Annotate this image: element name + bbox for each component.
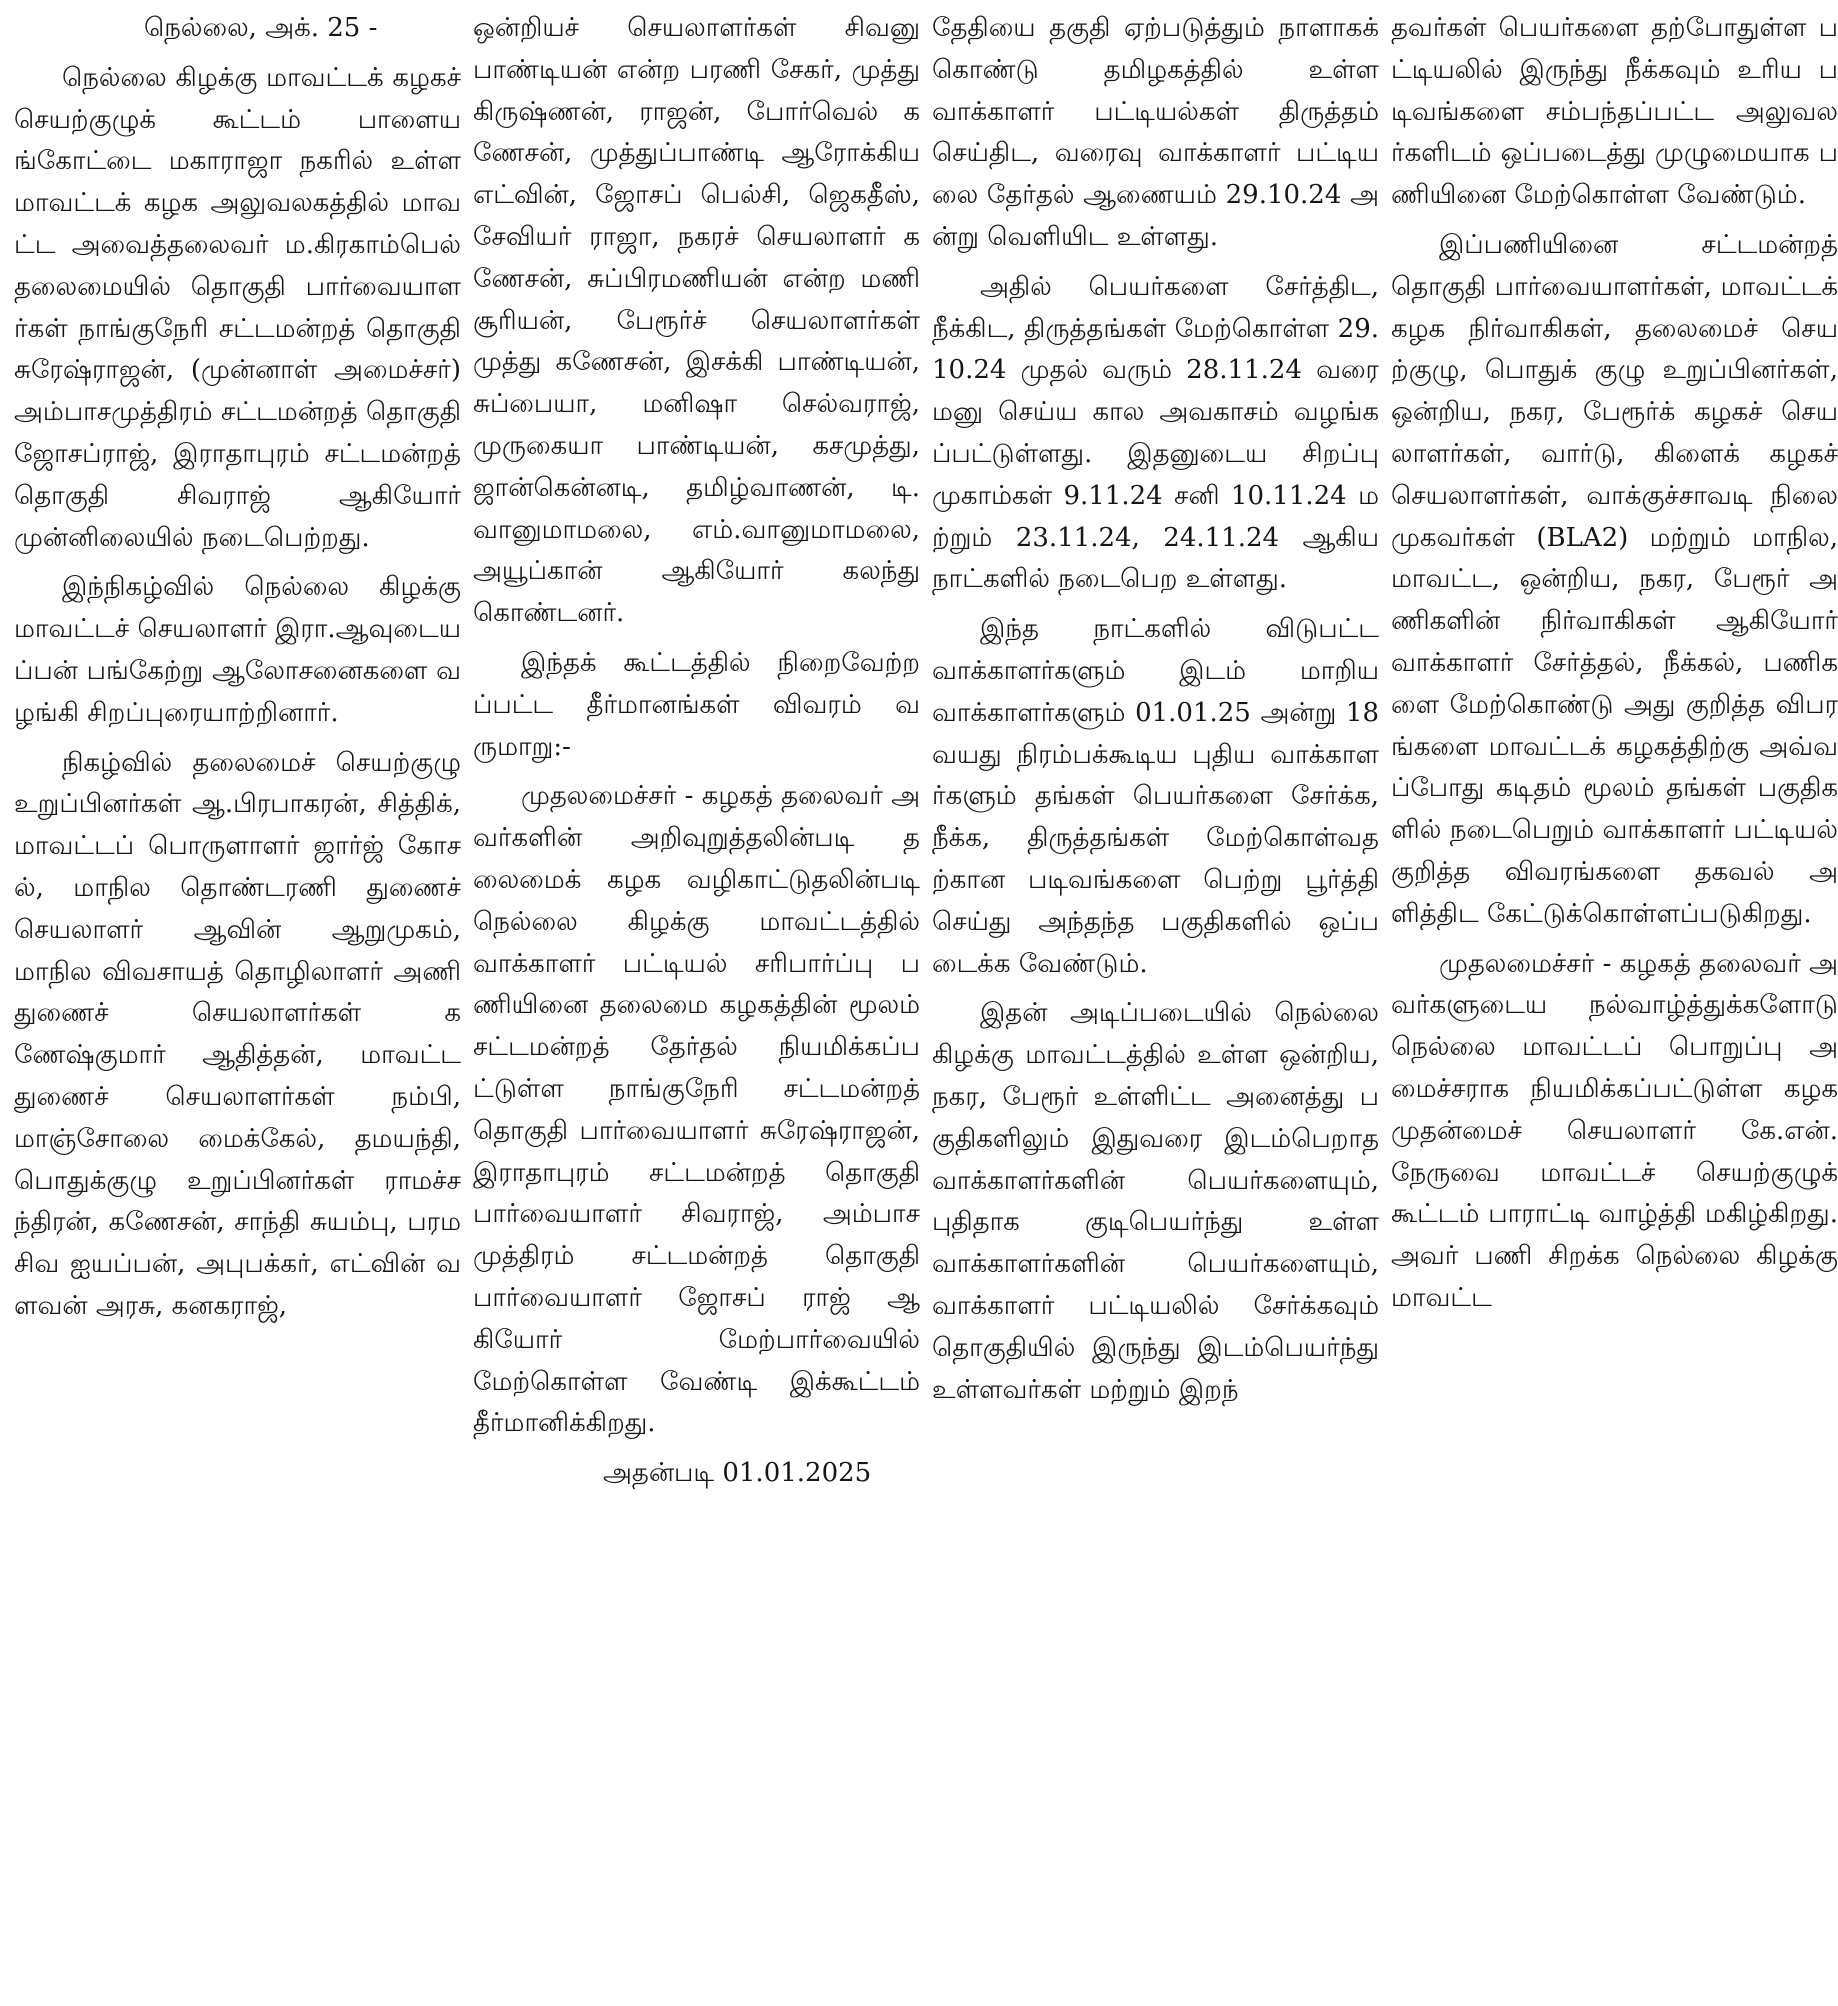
article-paragraph: இந்தக் கூட்டத்தில் நிறைவேற்றப்பட்ட தீர்மானங்கள் விவரம் வருமாறு:- bbox=[473, 647, 920, 762]
article-paragraph: இப்பணியினை சட்டமன்றத் தொகுதி பார்வையாளர்கள், மாவட்டக் கழக நிர்வாகிகள், தலைமைச் செயற்குழு, பொதுக் குழு உறுப்பினர்கள், ஒன்றிய, நகர, பேரூர்க் கழகச் செயலாளர்கள், வார்டு, கிளைக் கழகச் செயலாளர்கள், வாக்குச்சாவடி நிலை முகவர்கள் (BLA2) மற்றும் மாநில, மாவட்ட, ஒன்றிய, நகர, பேரூர் அணிகளின் நிர்வாகிகள் ஆகியோர் வாக்காளர் சேர்த்தல், நீக்கல், பணிகளை மேற்கொண்டு அது குறித்த விபரங்களை மாவட்டக் கழகத்திற்கு அவ்வப்போது கடிதம் மூலம் தங்கள் பகுதிகளில் நடைபெறும் வாக்காளர் பட்டியல் குறித்த விவரங்களை தகவல் அளித்திட கேட்டுக்கொள்ளப்படுகிறது. bbox=[1391, 229, 1838, 929]
article-column-4 bbox=[1385, 8, 1838, 2006]
article-paragraph: தவர்கள் பெயர்களை தற்போதுள்ள பட்டியலில் இருந்து நீக்கவும் உரிய படிவங்களை சம்பந்தப்பட்ட அலுவலர்களிடம் ஒப்படைத்து முழுமையாக பணியினை மேற்கொள்ள வேண்டும். bbox=[1391, 13, 1838, 211]
article-paragraph: அதில் பெயர்களை சேர்த்திட, நீக்கிட, திருத்தங்கள் மேற்கொள்ள 29.10.24 முதல் வரும் 28.11.24 வரை மனு செய்ய கால அவகாசம் வழங்கப்பட்டுள்ளது. இதனுடைய சிறப்பு முகாம்கள் 9.11.24 சனி 10.11.24 மற்றும் 23.11.24, 24.11.24 ஆகிய நாட்களில் நடைபெற உள்ளது. bbox=[932, 271, 1379, 595]
article-paragraph: அதன்படி 01.01.2025 bbox=[603, 1458, 872, 1489]
article-paragraph: இதன் அடிப்படையில் நெல்லை கிழக்கு மாவட்டத்தில் உள்ள ஒன்றிய, நகர, பேரூர் உள்ளிட்ட அனைத்து பகுதிகளிலும் இதுவரை இடம்பெறாத வாக்காளர்களின் பெயர்களையும், புதிதாக குடிபெயர்ந்து உள்ள வாக்காளர்களின் பெயர்களையும், வாக்காளர் பட்டியலில் சேர்க்கவும் தொகுதியில் இருந்து இடம்பெயர்ந்து உள்ளவர்கள் மற்றும் இறந் bbox=[932, 998, 1379, 1405]
article-column-3 bbox=[926, 8, 1385, 2006]
article-column-2 bbox=[467, 8, 926, 2006]
article-paragraph: ஒன்றியச் செயலாளர்கள் சிவனு பாண்டியன் என்ற பரணி சேகர், முத்து கிருஷ்ணன், ராஜன், போர்வெல் கணேசன், முத்துப்பாண்டி ஆரோக்கிய எட்வின், ஜோசப் பெல்சி, ஜெகதீஸ், சேவியர் ராஜா, நகரச் செயலாளர் கணேசன், சுப்பிரமணியன் என்ற மணி சூரியன், பேரூர்ச் செயலாளர்கள் முத்து கணேசன், இசக்கி பாண்டியன், சுப்பையா, மனிஷா செல்வராஜ், முருகையா பாண்டியன், கசமுத்து, ஜான்கென்னடி, தமிழ்வாணன், டி.வானுமாமலை, எம்.வானுமாமலை, அயூப்கான் ஆகியோர் கலந்து கொண்டனர். bbox=[473, 13, 920, 629]
article-paragraph: இந்த நாட்களில் விடுபட்ட வாக்காளர்களும் இடம் மாறிய வாக்காளர்களும் 01.01.25 அன்று 18 வயது நிரம்பக்கூடிய புதிய வாக்காளர்களும் தங்கள் பெயர்களை சேர்க்க, நீக்க, திருத்தங்கள் மேற்கொள்வதற்கான படிவங்களை பெற்று பூர்த்தி செய்து அந்தந்த பகுதிகளில் ஒப்படைக்க வேண்டும். bbox=[932, 614, 1379, 979]
article-paragraph: முதலமைச்சர் - கழகத் தலைவர் அவர்களுடைய நல்வாழ்த்துக்களோடு நெல்லை மாவட்டப் பொறுப்பு அமைச்சராக நியமிக்கப்பட்டுள்ள கழக முதன்மைச் செயலாளர் கே.என்.நேருவை மாவட்டச் செயற்குழுக் கூட்டம் பாராட்டி வாழ்த்தி மகிழ்கிறது. அவர் பணி சிறக்க நெல்லை கிழக்கு மாவட்ட bbox=[1391, 948, 1838, 1313]
article-paragraph: தேதியை தகுதி ஏற்படுத்தும் நாளாகக் கொண்டு தமிழகத்தில் உள்ள வாக்காளர் பட்டியல்கள் திருத்தம் செய்திட, வரைவு வாக்காளர் பட்டியலை தேர்தல் ஆணையம் 29.10.24 அன்று வெளியிட உள்ளது. bbox=[932, 13, 1379, 252]
article-paragraph: நெல்லை கிழக்கு மாவட்டக் கழகச் செயற்குழுக் கூட்டம் பாளையங்கோட்டை மகாராஜா நகரில் உள்ள மாவட்டக் கழக அலுவலகத்தில் மாவட்ட அவைத்தலைவர் ம.கிரகாம்பெல் தலைமையில் தொகுதி பார்வையாளர்கள் நாங்குநேரி சட்டமன்றத் தொகுதி சுரேஷ்ராஜன், (முன்னாள் அமைச்சர்) அம்பாசமுத்திரம் சட்டமன்றத் தொகுதி ஜோசப்ராஜ், இராதாபுரம் சட்டமன்றத் தொகுதி சிவராஜ் ஆகியோர் முன்னிலையில் நடைபெற்றது. bbox=[14, 62, 461, 553]
article-paragraph: நிகழ்வில் தலைமைச் செயற்குழு உறுப்பினர்கள் ஆ.பிரபாகரன், சித்திக், மாவட்டப் பொருளாளர் ஜார்ஜ் கோசல், மாநில தொண்டரணி துணைச் செயலாளர் ஆவின் ஆறுமுகம், மாநில விவசாயத் தொழிலாளர் அணி துணைச் செயலாளர்கள் கணேஷ்குமார் ஆதித்தன், மாவட்ட துணைச் செயலாளர்கள் நம்பி, மாஞ்சோலை மைக்கேல், தமயந்தி, பொதுக்குழு உறுப்பினர்கள் ராமச்சந்திரன், கணேசன், சாந்தி சுயம்பு, பரமசிவ ஐயப்பன், அபுபக்கர், எட்வின் வளவன் அரசு, கனகராஜ், bbox=[14, 747, 461, 1321]
article-paragraph: இந்நிகழ்வில் நெல்லை கிழக்கு மாவட்டச் செயலாளர் இரா.ஆவுடையப்பன் பங்கேற்று ஆலோசனைகளை வழங்கி சிறப்புரையாற்றினார். bbox=[14, 572, 461, 728]
dateline: நெல்லை, அக். 25 - bbox=[144, 13, 378, 43]
article-column-1 bbox=[8, 8, 467, 2006]
article-paragraph: முதலமைச்சர் - கழகத் தலைவர் அவர்களின் அறிவுறுத்தலின்படி தலைமைக் கழக வழிகாட்டுதலின்படி நெல்லை கிழக்கு மாவட்டத்தில் வாக்காளர் பட்டியல் சரிபார்ப்பு பணியினை தலைமை கழகத்தின் மூலம் சட்டமன்றத் தேர்தல் நியமிக்கப்பட்டுள்ள நாங்குநேரி சட்டமன்றத் தொகுதி பார்வையாளர் சுரேஷ்ராஜன், இராதாபுரம் சட்டமன்றத் தொகுதி பார்வையாளர் சிவராஜ், அம்பாசமுத்திரம் சட்டமன்றத் தொகுதி பார்வையாளர் ஜோசப் ராஜ் ஆகியோர் மேற்பார்வையில் மேற்கொள்ள வேண்டி இக்கூட்டம் தீர்மானிக்கிறது. bbox=[473, 781, 920, 1439]
